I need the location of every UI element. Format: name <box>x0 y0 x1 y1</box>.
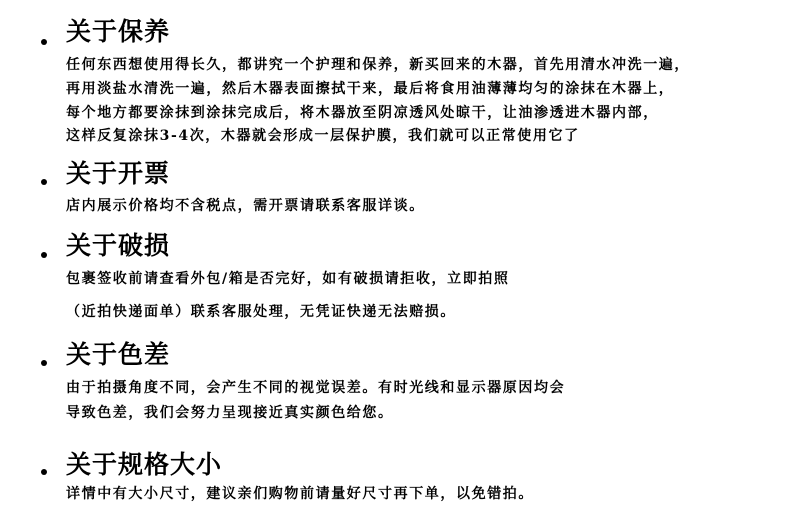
section-text-line: 这样反复涂抹3-4次，木器就会形成一层保护膜，我们就可以正常使用它了 <box>66 128 580 144</box>
section-heading-size: 关于规格大小 <box>66 450 223 479</box>
section-text-line: 由于拍摄角度不同，会产生不同的视觉误差。有时光线和显示器原因均会 <box>66 380 566 396</box>
section-text-line: 包裹签收前请查看外包/箱是否完好，如有破损请拒收，立即拍照 <box>66 271 510 287</box>
bullet-icon <box>41 179 47 185</box>
section-text-line: 店内展示价格均不含税点，需开票请联系客服详谈。 <box>66 198 425 214</box>
section-text-line: 详情中有大小尺寸，建议亲们购物前请量好尺寸再下单，以免错拍。 <box>66 486 534 502</box>
section-text-line: 每个地方都要涂抹到涂抹完成后，将木器放至阴凉透风处晾干，让油渗透进木器内部， <box>66 105 659 121</box>
section-text-line: 导致色差，我们会努力呈现接近真实颜色给您。 <box>66 405 394 421</box>
bullet-icon <box>41 252 47 258</box>
section-heading-color-difference: 关于色差 <box>66 340 171 369</box>
section-heading-damage: 关于破损 <box>66 231 171 260</box>
bullet-icon <box>41 360 47 366</box>
section-text-line: 再用淡盐水清洗一遍，然后木器表面擦拭干来，最后将食用油薄薄均匀的涂抹在木器上， <box>66 81 675 97</box>
bullet-icon <box>41 469 47 475</box>
section-text-line: （近拍快递面单）联系客服处理，无凭证快递无法赔损。 <box>66 304 456 320</box>
section-heading-care: 关于保养 <box>66 17 171 46</box>
bullet-icon <box>41 39 47 45</box>
section-heading-invoice: 关于开票 <box>66 159 171 188</box>
section-text-line: 任何东西想使用得长久，都讲究一个护理和保养，新买回来的木器，首先用清水冲洗一遍， <box>66 57 690 73</box>
